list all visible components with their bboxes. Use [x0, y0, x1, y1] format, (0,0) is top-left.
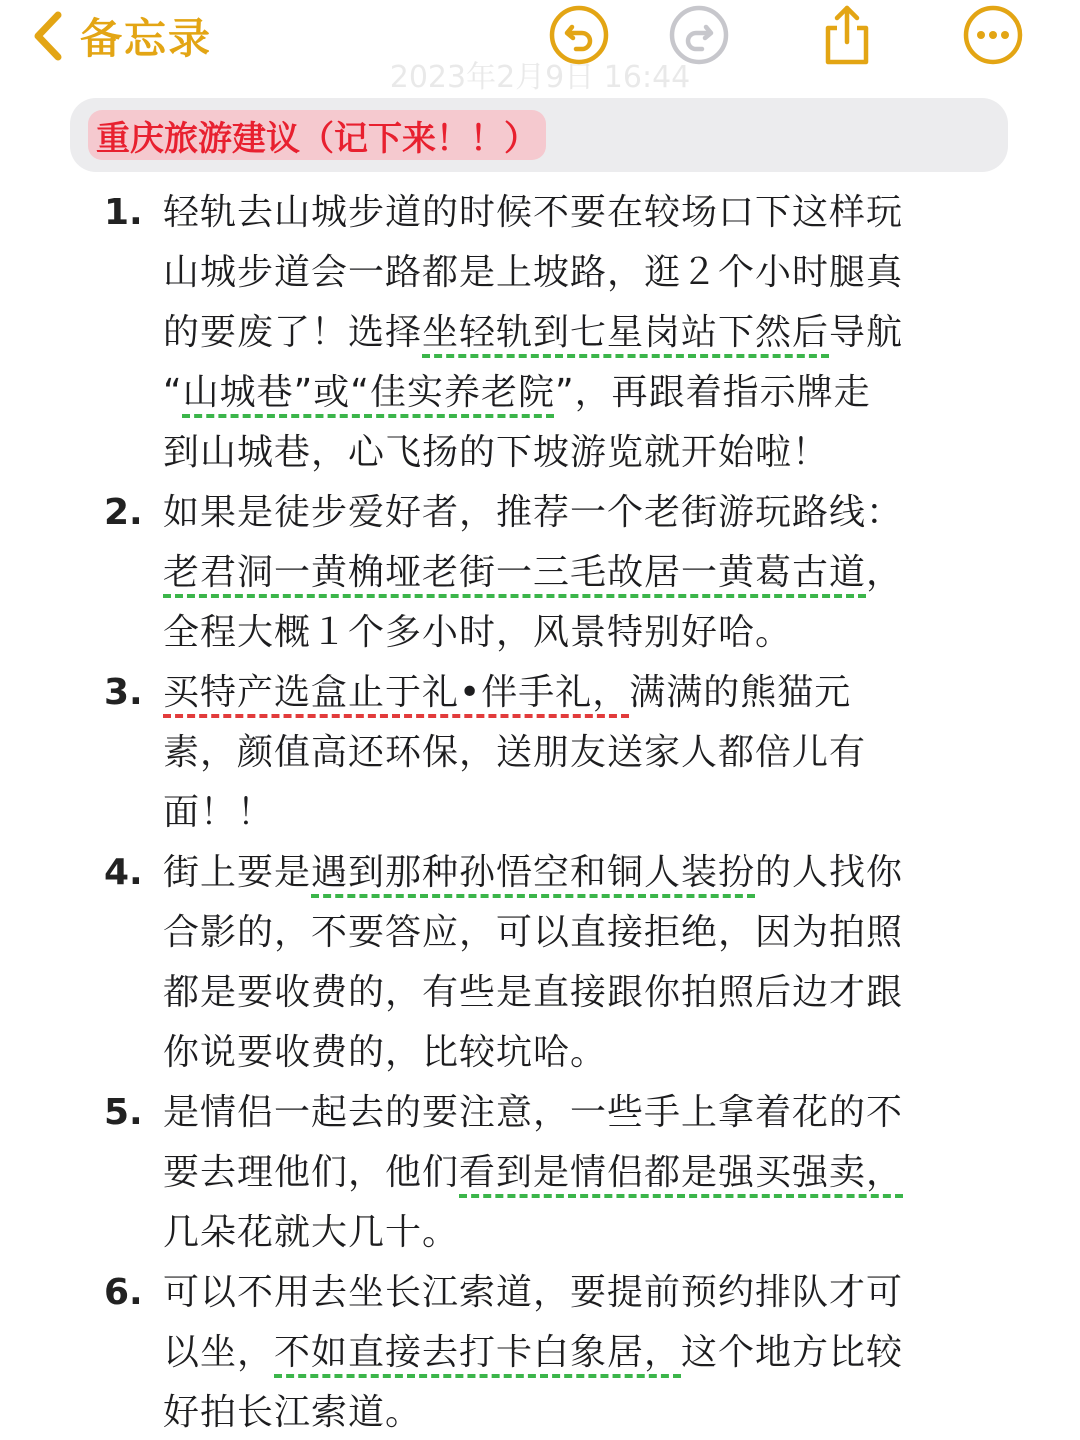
note-title[interactable]: 重庆旅游建议（记下来！！） — [96, 118, 538, 159]
text-segment: 是情侣一起去的要注意，一些手上拿着花的不 — [163, 1092, 904, 1133]
text-segment: 好拍长江索道。 — [163, 1392, 423, 1433]
text-segment: ”，再跟着指示牌走 — [554, 372, 871, 413]
list-item-number: 1. — [104, 192, 143, 233]
note-body[interactable] — [0, 183, 1080, 1440]
list-item[interactable] — [0, 483, 990, 663]
note-date: 2023年2月9日 16:44 — [389, 60, 691, 95]
list-item-line — [163, 723, 990, 783]
list-item-line — [163, 1143, 990, 1203]
text-segment: ， — [866, 552, 904, 593]
list-item-line — [163, 1083, 990, 1143]
list-item-number: 4. — [104, 852, 143, 893]
text-segment: 合影的，不要答应，可以直接拒绝，因为拍照 — [163, 912, 904, 953]
list-item-number: 6. — [104, 1272, 143, 1313]
list-item[interactable] — [0, 843, 990, 1083]
list-item-line — [163, 843, 990, 903]
list-item[interactable] — [0, 183, 990, 483]
list-item-line — [163, 603, 990, 663]
list-item[interactable] — [0, 1083, 990, 1263]
underlined-text: 看到是情侣都是强买强卖， — [459, 1152, 904, 1193]
list-item[interactable] — [0, 1263, 990, 1440]
text-segment: 到山城巷，心飞扬的下坡游览就开始啦！ — [163, 432, 830, 473]
text-segment: 山城步道会一路都是上坡路，逛２个小时腿真 — [163, 252, 904, 293]
text-segment: 可以不用去坐长江索道，要提前预约排队才可 — [163, 1272, 904, 1313]
text-segment: 全程大概１个多小时，风景特别好哈。 — [163, 612, 793, 653]
underlined-text: 遇到那种孙悟空和铜人装扮 — [311, 852, 756, 893]
text-segment: 满满的熊猫元 — [629, 672, 852, 713]
underlined-text: 老君洞一黄桷垭老街一三毛故居一黄葛古道 — [163, 552, 867, 593]
list-item-line — [163, 1203, 990, 1263]
list-item-line — [163, 243, 990, 303]
text-segment: 导航 — [829, 312, 904, 353]
list-item-line — [163, 963, 990, 1023]
text-segment: 面！！ — [163, 792, 275, 833]
underlined-text: 买特产选盒止于礼•伴手礼， — [163, 672, 630, 713]
list-item-line — [163, 363, 990, 423]
text-segment: 都是要收费的，有些是直接跟你拍照后边才跟 — [163, 972, 904, 1013]
text-segment: 街上要是 — [163, 852, 312, 893]
underlined-text: 坐轻轨到七星岗站下然后 — [422, 312, 830, 353]
list-item-line — [163, 543, 990, 603]
list-item-number: 3. — [104, 672, 143, 713]
text-segment: 如果是徒步爱好者，推荐一个老街游玩路线： — [163, 492, 904, 533]
underlined-text: 不如直接去打卡白象居， — [274, 1332, 682, 1373]
back-button-label: 备忘录 — [80, 14, 213, 63]
list-item-line — [163, 663, 990, 723]
list-item-line — [163, 783, 990, 843]
text-segment: 以坐， — [163, 1332, 275, 1373]
text-segment: 你说要收费的，比较坑哈。 — [163, 1032, 608, 1073]
list-item-line — [163, 183, 990, 243]
underlined-text: 山城巷”或“佳实养老院 — [182, 372, 555, 413]
list-item-line — [163, 483, 990, 543]
note-title-highlight — [88, 110, 546, 160]
list-item-line — [163, 1383, 990, 1440]
list-item-number: 2. — [104, 492, 143, 533]
text-segment: 轻轨去山城步道的时候不要在较场口下这样玩 — [163, 192, 904, 233]
text-segment: 要去理他们，他们 — [163, 1152, 460, 1193]
list-item-line — [163, 423, 990, 483]
list-item-line — [163, 1263, 990, 1323]
text-segment: 这个地方比较 — [681, 1332, 904, 1373]
text-segment: 的要废了！选择 — [163, 312, 423, 353]
text-segment: “ — [163, 372, 183, 413]
list-item-line — [163, 1323, 990, 1383]
text-segment: 几朵花就大几十。 — [163, 1212, 460, 1253]
list-item[interactable] — [0, 663, 990, 843]
list-item-line — [163, 303, 990, 363]
list-item-line — [163, 1023, 990, 1083]
list-item-line — [163, 903, 990, 963]
list-item-number: 5. — [104, 1092, 143, 1133]
text-segment: 素，颜值高还环保，送朋友送家人都倍儿有 — [163, 732, 867, 773]
navigation-bar — [0, 0, 1080, 95]
text-segment: 的人找你 — [755, 852, 904, 893]
